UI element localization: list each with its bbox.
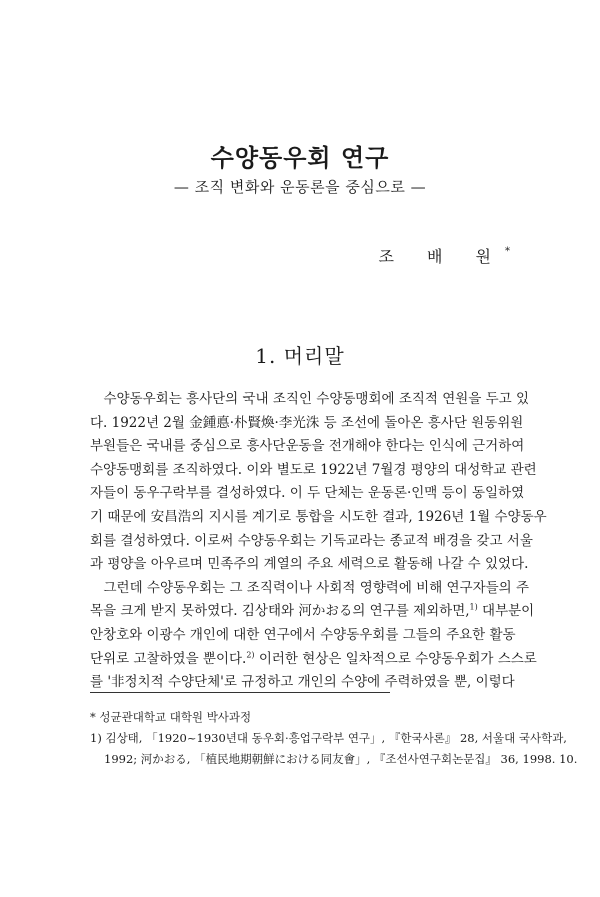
author-name: [378, 244, 510, 267]
body-line-text: 안창호와 이광수 개인에 대한 연구에서 수양동우회를 그들의 주요한 활동: [90, 626, 516, 643]
body-line-text: 그런데 수양동우회는 그 조직력이나 사회적 영향력에 비해 연구자들의 주: [90, 579, 530, 596]
body-line-text: 수양동우회는 흥사단의 국내 조직인 수양동맹회에 조직적 연원을 두고 있: [90, 391, 530, 407]
body-line: [90, 577, 530, 601]
body-line: [90, 648, 537, 672]
body-line-text: 부원들은 국내를 중심으로 흥사단운동을 전개해야 한다는 인식에 근거하여: [90, 438, 525, 455]
author-footnote-mark: *: [505, 245, 510, 257]
body-line: [90, 624, 516, 648]
body-line-text: 단위로 고찰하였을 뿐이다.: [90, 650, 247, 667]
footnote-divider: [90, 692, 390, 693]
section-heading: 1. 머리말: [255, 344, 345, 368]
body-line: [90, 388, 530, 412]
body-line-text: 자들이 동우구락부를 결성하였다. 이 두 단체는 운동론·인맥 등이 동일하였: [90, 485, 525, 502]
footnotes: [90, 707, 578, 770]
footnote-author: * 성균관대학교 대학원 박사과정: [90, 710, 252, 724]
body-line: [90, 600, 535, 624]
footnote-1: 1) 김상태, 「1920~1930년대 동우회·흥업구락부 연구」, 『한국사론』 28, 서울대 국사학과,: [90, 731, 567, 745]
paper-subtitle: — 조직 변화와 운동론을 중심으로 —: [173, 178, 427, 196]
body-line-text: 수양동맹회를 조직하였다. 이와 별도로 1922년 7월경 평양의 대성학교 관련: [90, 461, 537, 478]
paper-title: 수양동우회 연구: [210, 143, 390, 172]
footnote-1-continued: 1992; 河かおる, 「植民地期朝鮮における同友會」, 『조선사연구회논문집』 36, 1998. 10.: [104, 752, 578, 766]
body-line-text: 회를 결성하였다. 이로써 수양동우회는 기독교라는 종교적 배경을 갖고 서울: [90, 532, 533, 549]
body-line: [90, 435, 525, 459]
body-line-text: 를 '非정치적 수양단체'로 규정하고 개인의 수양에 주력하였을 뿐, 이렇다: [90, 674, 515, 691]
body-line: [90, 412, 524, 436]
body-line-tail: 이러한 현상은 일차적으로 수양동우회가 스스로: [254, 650, 537, 667]
author-name-text: 조 배 원: [378, 247, 505, 266]
body-line: [90, 459, 537, 483]
body-line-text: 다. 1922년 2월 金鍾悳·朴賢煥·李光洙 등 조선에 돌아온 흥사단 원동위원: [90, 414, 524, 431]
footnote-ref-2[interactable]: 2): [246, 650, 255, 660]
body-line-tail: 대부분이: [477, 603, 535, 620]
footnote-ref-1[interactable]: 1): [469, 602, 478, 612]
body-line: [90, 553, 529, 577]
body-line-text: 과 평양을 아우르며 민족주의 계열의 주요 세력으로 활동해 나갈 수 있었다.: [90, 556, 529, 573]
body-line-text: 기 때문에 安昌浩의 지시를 계기로 통합을 시도한 결과, 1926년 1월 수양동우: [90, 508, 547, 525]
body-line-text: 목을 크게 받지 못하였다. 김상태와 河かおる의 연구를 제외하면,: [90, 603, 470, 620]
body-line: [90, 482, 525, 506]
body-line: [90, 506, 547, 530]
body-text: [90, 388, 547, 695]
body-line: [90, 530, 533, 554]
